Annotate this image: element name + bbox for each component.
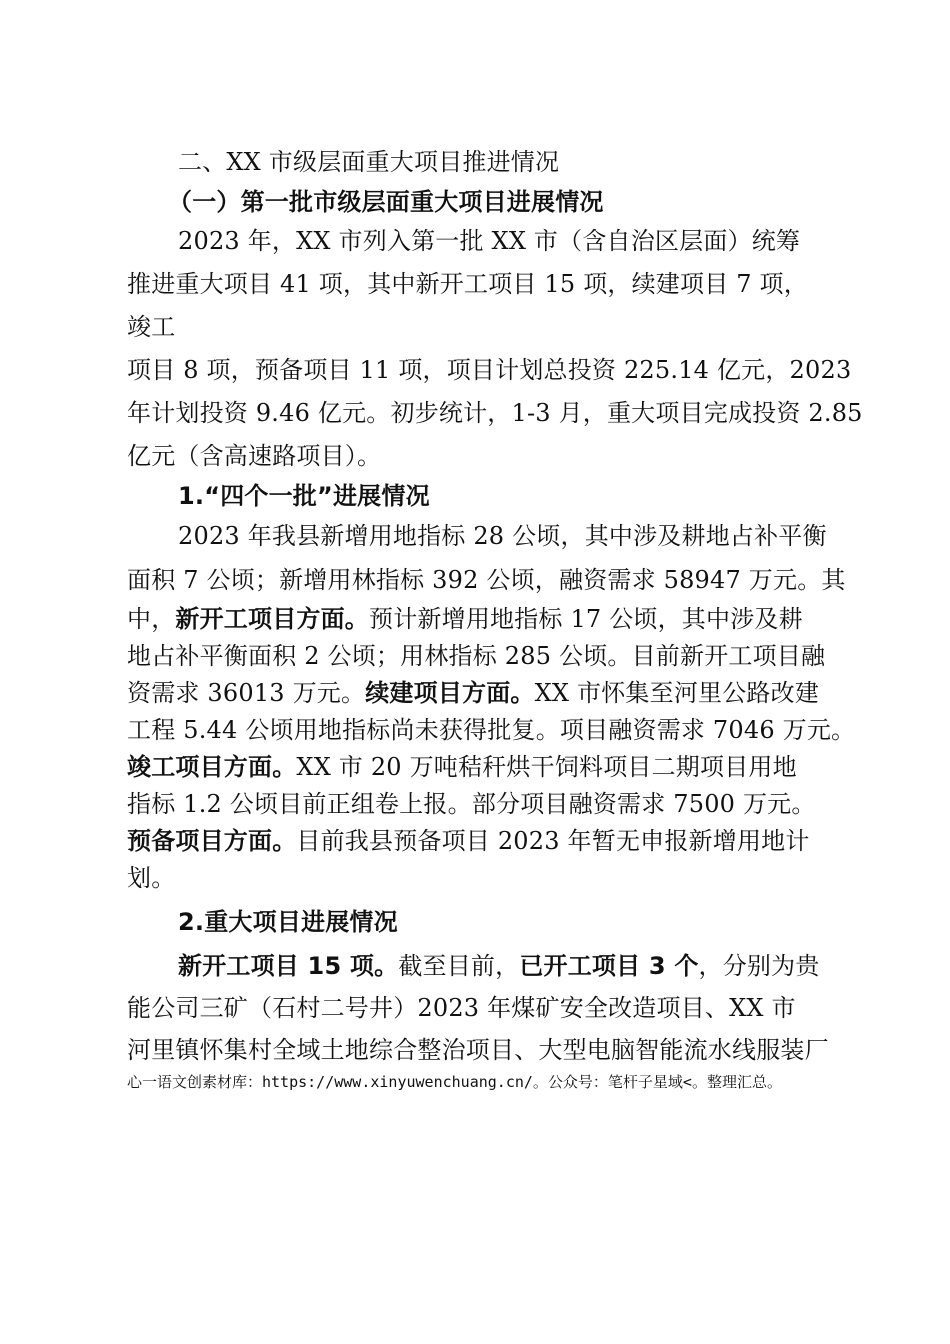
paragraph-line: 年计划投资 9.46 亿元。初步统计，1-3 月，重大项目完成投资 2.85: [127, 399, 863, 427]
paragraph-line: 推进重大项目 41 项，其中新开工项目 15 项，续建项目 7 项，: [127, 270, 808, 298]
paragraph-line: 项目 8 项，预备项目 11 项，项目计划总投资 225.14 亿元，2023: [127, 356, 852, 384]
bold-label-completed-projects: 竣工项目方面。: [127, 753, 297, 781]
bold-label-continued-projects: 续建项目方面。: [365, 679, 535, 707]
bold-label-new-start-count: 新开工项目 15 项。: [178, 952, 399, 980]
text-run: 中，: [127, 605, 176, 633]
text-run: ，分别为贵: [698, 952, 820, 980]
text-run: 截至目前，: [398, 952, 520, 980]
paragraph-line: [127, 751, 837, 783]
paragraph-line: 亿元（含高速路项目）。: [127, 442, 382, 470]
section-heading-2: 二、XX 市级层面重大项目推进情况: [178, 148, 560, 176]
paragraph-line: 能公司三矿（石村二号井）2023 年煤矿安全改造项目、XX 市: [127, 994, 796, 1022]
paragraph-line: 河里镇怀集村全域土地综合整治项目、大型电脑智能流水线服装厂: [127, 1036, 829, 1064]
paragraph-line: [127, 603, 837, 635]
paragraph-line: 竣工: [127, 313, 176, 341]
heading-four-batches: 1.“四个一批”进展情况: [178, 482, 430, 510]
bold-label-reserve-projects: 预备项目方面。: [127, 827, 297, 855]
paragraph-line: 工程 5.44 公顷用地指标尚未获得批复。项目融资需求 7046 万元。: [127, 716, 856, 744]
bold-label-new-projects: 新开工项目方面。: [175, 605, 370, 633]
paragraph-line: 2023 年我县新增用地指标 28 公顷，其中涉及耕地占补平衡: [178, 522, 827, 550]
subsection-heading-first-batch: （一）第一批市级层面重大项目进展情况: [168, 188, 604, 216]
text-run: 资需求 36013 万元。: [127, 679, 366, 707]
paragraph-line: [178, 950, 888, 982]
paragraph-line: [127, 677, 837, 709]
source-footer: 心一语文创素材库：https://www.xinyuwenchuang.cn/。公众号：笔杆子星域<。整理汇总。: [127, 1073, 782, 1091]
paragraph-line: 指标 1.2 公顷目前正组卷上报。部分项目融资需求 7500 万元。: [127, 790, 816, 818]
paragraph-line: 划。: [127, 864, 176, 892]
text-run: 目前我县预备项目 2023 年暂无申报新增用地计: [296, 827, 810, 855]
paragraph-line: 地占补平衡面积 2 公顷；用林指标 285 公顷。目前新开工项目融: [127, 642, 826, 670]
heading-major-projects: 2.重大项目进展情况: [178, 908, 398, 936]
text-run: XX 市怀集至河里公路改建: [534, 679, 820, 707]
paragraph-line: [127, 825, 837, 857]
bold-label-started-count: 已开工项目 3 个: [519, 952, 699, 980]
paragraph-line: 2023 年，XX 市列入第一批 XX 市（含自治区层面）统筹: [178, 227, 801, 255]
text-run: 预计新增用地指标 17 公顷，其中涉及耕: [369, 605, 803, 633]
paragraph-line: 面积 7 公顷；新增用林指标 392 公顷，融资需求 58947 万元。其: [127, 566, 846, 594]
text-run: XX 市 20 万吨秸秆烘干饲料项目二期项目用地: [296, 753, 797, 781]
